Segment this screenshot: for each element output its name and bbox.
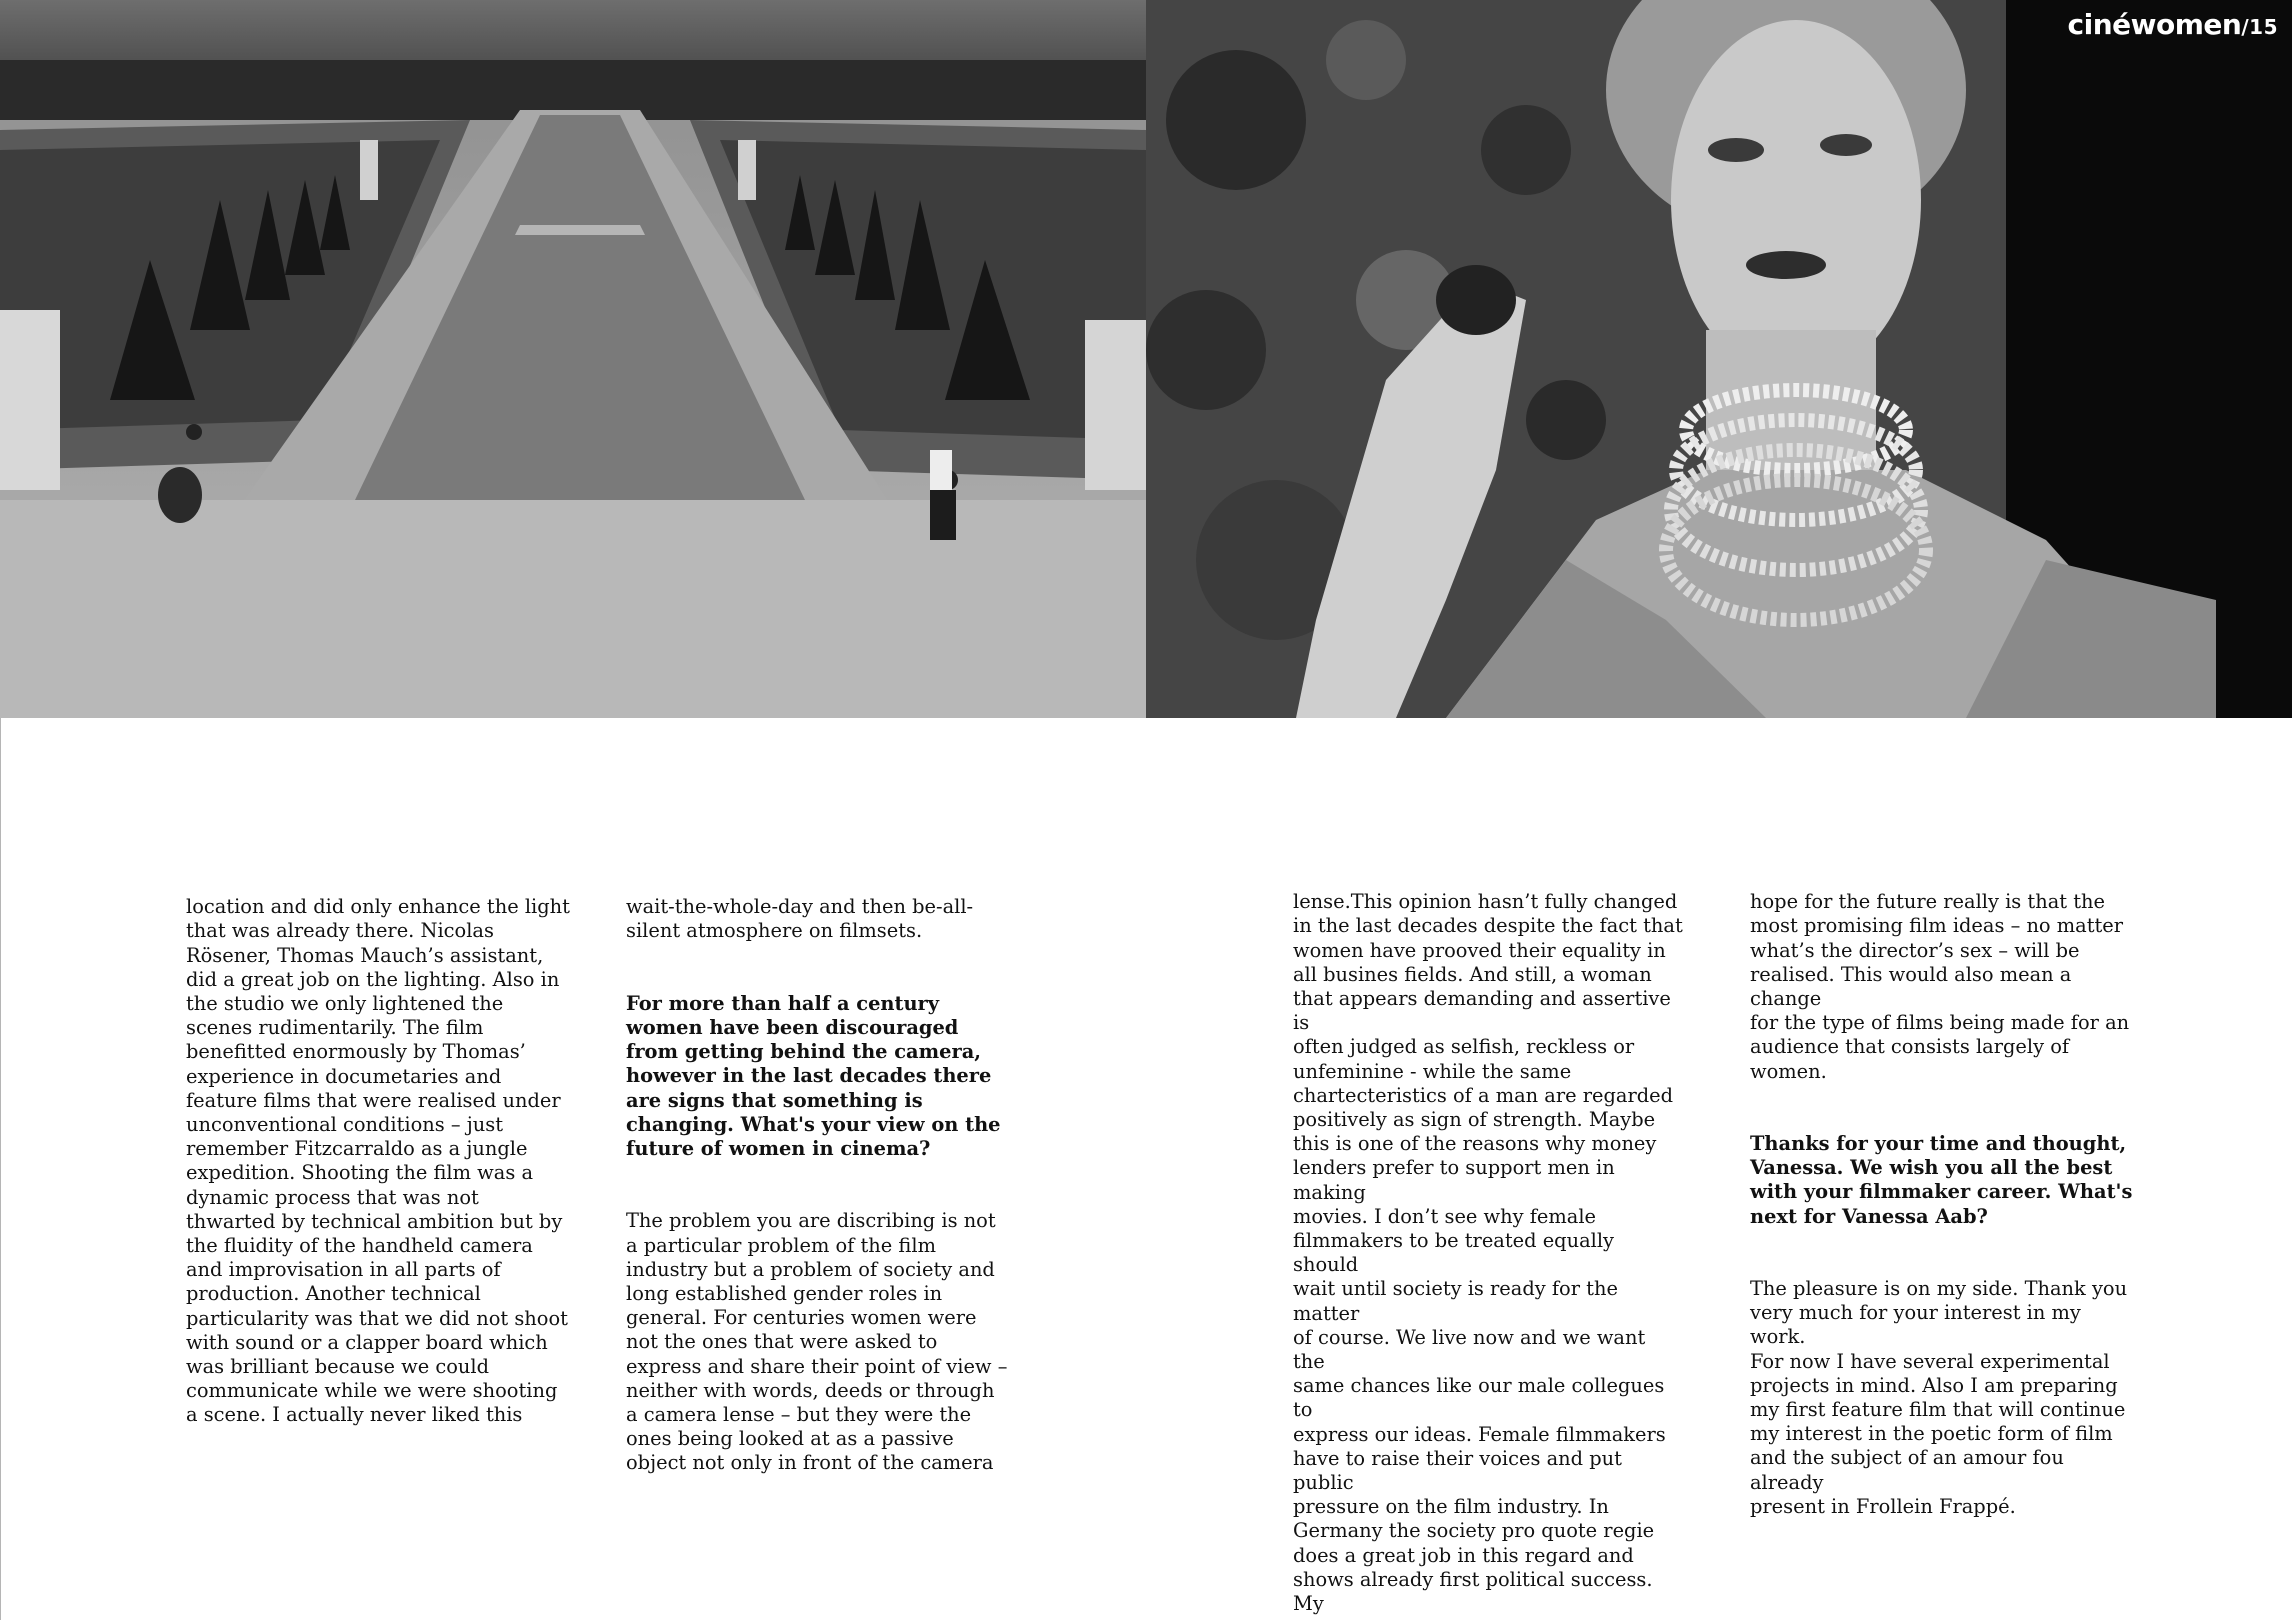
answer-paragraph: The problem you are discribing is not a particular problem of the film industry but a problem of society and long established gender roles in general. For centuries women were not the ones that were asked to express and share their point of view – neither with words, deeds or through a camera lense – but they were the ones being looked at as a passive object not only in front of the camera: [626, 1209, 1008, 1475]
answer-paragraph: lense.This opinion hasn’t fully changed in the last decades despite the fact that women have prooved their equality in all busines fields. And still, a woman that appears demanding and assertive is often judged as selfish, reckless or unfeminine - while the same chartecteristics of a man are regarded positively as sign of strength. Maybe this is one of the reasons why money lenders prefer to support men in making movies. I don’t see why female filmmakers to be treated equally should wait until society is ready for the matter of course. We live now and we want the same chances like our male collegues to express our ideas. Female filmmakers have to raise their voices and put public pressure on the film industry. In Germany the society pro quote regie does a great job in this regard and shows already first political success. My: [1293, 890, 1683, 1616]
page-number: /15: [2241, 15, 2278, 39]
text-column-2: [626, 871, 1016, 1524]
masthead: [2068, 8, 2278, 41]
portrait-film-still: [1146, 0, 2292, 718]
garden-image-icon: [0, 0, 1146, 718]
answer-paragraph: wait-the-whole-day and then be-all- silent atmosphere on filmsets.: [626, 895, 974, 943]
answer-paragraph: hope for the future really is that the most promising film ideas – no matter what’s the director’s sex – will be realised. This would also mean a change for the type of films being made for an audience that consists largely of women.: [1750, 890, 2130, 1083]
magazine-brand: cinéwomen: [2067, 8, 2242, 41]
interview-question: Thanks for your time and thought, Vanessa. We wish you all the best with your filmmaker career. What's next for Vanessa Aab?: [1750, 1132, 2133, 1228]
page-edge-divider: [0, 718, 1, 1620]
answer-paragraph: The pleasure is on my side. Thank you very much for your interest in my work. For now I have several experimental projects in mind. Also I am preparing my first feature film that will continue my interest in the poetic form of film and the subject of an amour fou already present in Frollein Frappé.: [1750, 1277, 2128, 1518]
answer-paragraph: location and did only enhance the light that was already there. Nicolas Rösener, Thomas Mauch’s assistant, did a great job on the lighting. Also in the studio we only lightened the scenes rudimentarily. The film benefitted enormously by Thomas’ experience in documetaries and feature films that were realised under unconventional conditions – just remember Fitzcarraldo as a jungle expedition. Shooting the film was a dynamic process that was not thwarted by technical ambition but by the fluidity of the handheld camera and improvisation in all parts of production. Another technical particularity was that we did not shoot with sound or a clapper board which was brilliant because we could communicate while we were shooting a scene. I actually never liked this: [186, 895, 570, 1427]
text-column-1: [186, 871, 576, 1476]
text-column-3: [1293, 866, 1683, 1620]
portrait-image-icon: [1146, 0, 2292, 718]
text-column-4: [1750, 866, 2140, 1567]
interview-question: For more than half a century women have been discouraged from getting behind the camera, however in the last decades there are signs that something is changing. What's your view on the future of women in cinema?: [626, 991, 1001, 1161]
garden-film-still: [0, 0, 1146, 718]
